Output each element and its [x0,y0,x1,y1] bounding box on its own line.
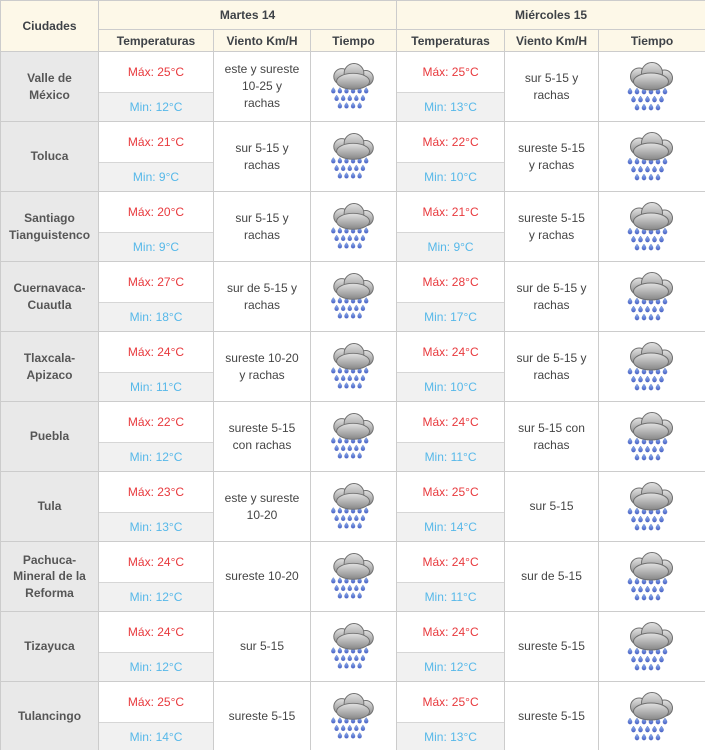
temperature-cell-wed [397,682,505,750]
cloud [333,273,372,299]
wind-cell-tue: este y sureste 10-20 [214,472,311,542]
wind-cell-wed: sur de 5-15 [505,542,599,612]
raindrops [331,507,368,528]
max-temp-tue: Máx: 22°C [99,402,213,443]
rain-cloud-icon [323,693,385,740]
temperature-cell-wed [397,542,505,612]
header-wind-tue: Viento Km/H [214,30,311,52]
raindrops [628,438,667,460]
temperature-cell-wed [397,52,505,122]
weather-cell-tue [311,122,397,192]
min-temp-tue: Min: 12°C [99,443,213,471]
city-name: Tulancingo [1,682,99,750]
weather-cell-wed [599,612,705,682]
weather-cell-wed [599,542,705,612]
raindrops [331,227,368,248]
rain-cloud-icon [323,483,385,530]
forecast-row [1,612,705,682]
header-wind-wed: Viento Km/H [505,30,599,52]
raindrops [331,367,368,388]
raindrops [628,368,667,390]
wind-cell-wed: sur de 5-15 y rachas [505,332,599,402]
min-temp-tue: Min: 9°C [99,233,213,261]
temperature-cell-tue [99,192,214,262]
cloud [333,483,372,509]
wind-cell-wed: sureste 5-15 [505,612,599,682]
city-name: Cuernavaca-Cuautla [1,262,99,332]
weather-cell-tue [311,542,397,612]
rain-cloud-icon [323,63,385,110]
max-temp-wed: Máx: 24°C [397,612,504,653]
min-temp-wed: Min: 13°C [397,93,504,121]
rain-cloud-icon [323,203,385,250]
max-temp-wed: Máx: 22°C [397,122,504,163]
rain-cloud-icon [618,202,686,252]
raindrops [628,648,667,670]
min-temp-tue: Min: 11°C [99,373,213,401]
temperature-cell-tue [99,542,214,612]
forecast-row [1,262,705,332]
weather-cell-tue [311,402,397,472]
min-temp-wed: Min: 17°C [397,303,504,331]
cloud [333,623,372,649]
header-temperatures-wed: Temperaturas [397,30,505,52]
raindrops [628,298,667,320]
rain-cloud-icon [618,272,686,322]
rain-cloud-icon [618,692,686,742]
max-temp-tue: Máx: 20°C [99,192,213,233]
weather-cell-wed [599,472,705,542]
forecast-row [1,122,705,192]
min-temp-tue: Min: 12°C [99,93,213,121]
forecast-row [1,52,705,122]
wind-cell-tue: sureste 5-15 [214,682,311,750]
wind-cell-tue: sur 5-15 y rachas [214,122,311,192]
temperature-cell-tue [99,122,214,192]
weather-cell-wed [599,682,705,750]
rain-cloud-icon [618,482,686,532]
raindrops [331,297,368,318]
temperature-cell-tue [99,402,214,472]
temperature-cell-tue [99,682,214,750]
wind-cell-tue: sureste 10-20 [214,542,311,612]
temperature-cell-tue [99,332,214,402]
table-header [1,1,705,52]
wind-cell-wed: sur de 5-15 y rachas [505,262,599,332]
min-temp-wed: Min: 9°C [397,233,504,261]
cloud [333,413,372,439]
temperature-cell-tue [99,612,214,682]
header-day-wednesday: Miércoles 15 [397,1,705,30]
weather-cell-wed [599,52,705,122]
max-temp-wed: Máx: 25°C [397,52,504,93]
weather-cell-wed [599,262,705,332]
wind-cell-wed: sureste 5-15 y rachas [505,192,599,262]
wind-cell-wed: sur 5-15 con rachas [505,402,599,472]
weather-cell-tue [311,682,397,750]
wind-cell-wed: sur 5-15 y rachas [505,52,599,122]
rain-cloud-icon [323,343,385,390]
min-temp-wed: Min: 10°C [397,163,504,191]
raindrops [331,647,368,668]
raindrops [331,157,368,178]
cloud [631,272,673,300]
wind-cell-wed: sureste 5-15 [505,682,599,750]
max-temp-tue: Máx: 27°C [99,262,213,303]
wind-cell-tue: este y sureste 10-25 y rachas [214,52,311,122]
temperature-cell-tue [99,472,214,542]
rain-cloud-icon [618,342,686,392]
cloud [333,553,372,579]
city-name: Puebla [1,402,99,472]
rain-cloud-icon [618,62,686,112]
max-temp-tue: Máx: 24°C [99,332,213,373]
raindrops [628,508,667,530]
max-temp-wed: Máx: 24°C [397,332,504,373]
city-name: Tizayuca [1,612,99,682]
cloud [631,342,673,370]
max-temp-wed: Máx: 24°C [397,542,504,583]
raindrops [628,158,667,180]
weather-cell-tue [311,262,397,332]
min-temp-wed: Min: 13°C [397,723,504,750]
temperature-cell-tue [99,52,214,122]
weather-cell-tue [311,192,397,262]
wind-cell-tue: sur 5-15 [214,612,311,682]
temperature-cell-wed [397,402,505,472]
rain-cloud-icon [323,413,385,460]
cloud [631,202,673,230]
cloud [631,62,673,90]
weather-cell-tue [311,332,397,402]
cloud [631,622,673,650]
weather-cell-tue [311,52,397,122]
min-temp-tue: Min: 18°C [99,303,213,331]
max-temp-tue: Máx: 21°C [99,122,213,163]
temperature-cell-wed [397,122,505,192]
weather-cell-wed [599,402,705,472]
rain-cloud-icon [618,132,686,182]
min-temp-tue: Min: 9°C [99,163,213,191]
min-temp-wed: Min: 11°C [397,443,504,471]
raindrops [628,228,667,250]
min-temp-tue: Min: 12°C [99,653,213,681]
raindrops [331,577,368,598]
wind-cell-tue: sur de 5-15 y rachas [214,262,311,332]
wind-cell-tue: sureste 5-15 con rachas [214,402,311,472]
min-temp-tue: Min: 14°C [99,723,213,750]
weather-cell-tue [311,472,397,542]
weather-cell-wed [599,332,705,402]
temperature-cell-wed [397,192,505,262]
min-temp-tue: Min: 13°C [99,513,213,541]
header-temperatures-tue: Temperaturas [99,30,214,52]
city-name: Tula [1,472,99,542]
max-temp-tue: Máx: 25°C [99,52,213,93]
cloud [333,133,372,159]
max-temp-wed: Máx: 25°C [397,682,504,723]
cloud [333,203,372,229]
city-name: Pachuca- Mineral de la Reforma [1,542,99,612]
cloud [631,692,673,720]
rain-cloud-icon [323,133,385,180]
max-temp-tue: Máx: 25°C [99,682,213,723]
header-weather-tue: Tiempo [311,30,397,52]
rain-cloud-icon [323,553,385,600]
wind-cell-tue: sureste 10-20 y rachas [214,332,311,402]
cloud [631,132,673,160]
temperature-cell-wed [397,612,505,682]
raindrops [331,717,368,738]
forecast-row [1,542,705,612]
rain-cloud-icon [618,552,686,602]
wind-cell-wed: sur 5-15 [505,472,599,542]
raindrops [331,437,368,458]
temperature-cell-wed [397,262,505,332]
weather-cell-tue [311,612,397,682]
temperature-cell-wed [397,332,505,402]
rain-cloud-icon [618,412,686,462]
cloud [333,693,372,719]
header-day-tuesday: Martes 14 [99,1,397,30]
min-temp-wed: Min: 10°C [397,373,504,401]
min-temp-tue: Min: 12°C [99,583,213,611]
weather-cell-wed [599,192,705,262]
raindrops [628,718,667,740]
forecast-row [1,472,705,542]
forecast-row [1,402,705,472]
raindrops [628,88,667,110]
wind-cell-tue: sur 5-15 y rachas [214,192,311,262]
cloud [631,482,673,510]
header-weather-wed: Tiempo [599,30,705,52]
forecast-body [1,52,705,750]
temperature-cell-wed [397,472,505,542]
forecast-row [1,192,705,262]
max-temp-wed: Máx: 25°C [397,472,504,513]
cloud [631,552,673,580]
temperature-cell-tue [99,262,214,332]
max-temp-wed: Máx: 24°C [397,402,504,443]
min-temp-wed: Min: 14°C [397,513,504,541]
cloud [631,412,673,440]
city-name: Tlaxcala-Apizaco [1,332,99,402]
max-temp-tue: Máx: 24°C [99,542,213,583]
min-temp-wed: Min: 12°C [397,653,504,681]
min-temp-wed: Min: 11°C [397,583,504,611]
max-temp-tue: Máx: 24°C [99,612,213,653]
rain-cloud-icon [618,622,686,672]
cloud [333,63,372,89]
city-name: Santiago Tianguistenco [1,192,99,262]
max-temp-tue: Máx: 23°C [99,472,213,513]
wind-cell-wed: sureste 5-15 y rachas [505,122,599,192]
city-name: Toluca [1,122,99,192]
header-cities: Ciudades [1,1,99,52]
raindrops [331,87,368,108]
weather-cell-wed [599,122,705,192]
forecast-row [1,682,705,750]
raindrops [628,578,667,600]
max-temp-wed: Máx: 28°C [397,262,504,303]
rain-cloud-icon [323,273,385,320]
forecast-row [1,332,705,402]
city-name: Valle de México [1,52,99,122]
max-temp-wed: Máx: 21°C [397,192,504,233]
rain-cloud-icon [323,623,385,670]
cloud [333,343,372,369]
